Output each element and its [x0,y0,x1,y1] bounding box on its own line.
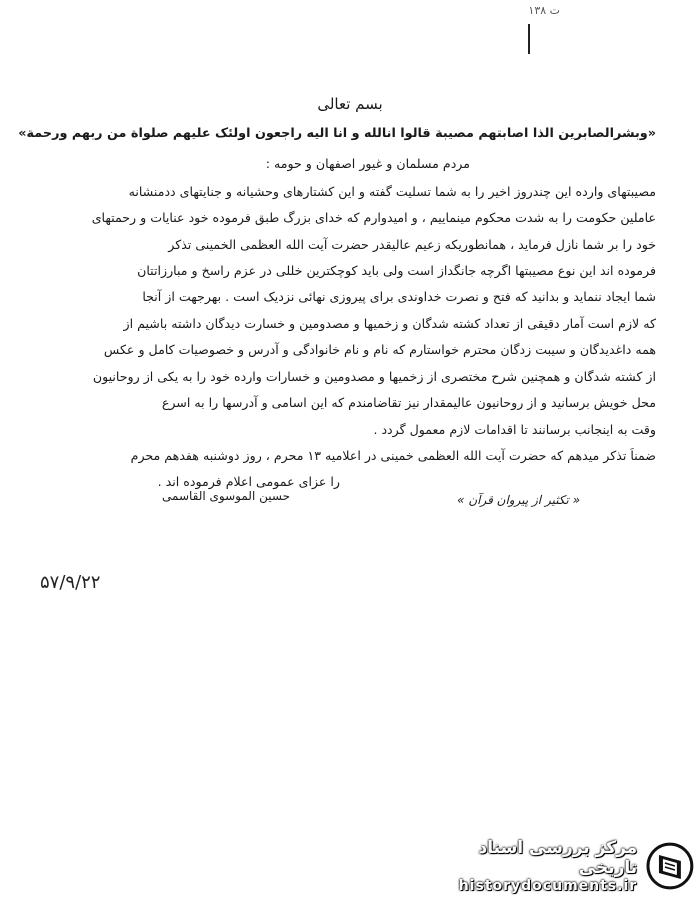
body-line-7: همه داغدیدگان و سیبت زدگان محترم خواستارم که نام و نام خانوادگی و آدرس و خصوصیات کامل و عکس [103,342,656,357]
body-line-3: خود را بر شما نازل فرماید ، همانطوریکه زعیم عالیقدر حضرت آیت الله العظمی الخمینی تذکر [168,237,656,252]
body-line-9: محل خویش برسانید و از روحانیون عالیمقدار نیز تقاضامندم که این اسامی و آدرسها را به اسرع [161,395,656,410]
margin-mark [528,24,530,54]
body-line-4: فرموده اند این نوع مصیبتها اگرچه جانگداز است ولی باید کوچکترین خللی در عزم راسخ و مبارزاتتان [137,263,656,278]
watermark-english: historydocuments.ir [458,878,638,894]
handwritten-note: « تکثیر از پیروان قرآن » [457,493,580,507]
quran-verse: «وبشرالصابرین الذا اصابتهم مصیبة قالوا انالله و انا الیه راجعون اولئک علیهم صلواة من ربهم ورحمة» [18,126,656,141]
document-reference: ۱۳۸ ت [528,4,560,17]
body-line-1: مصیبتهای وارده این چندروز اخیر را به شما تسلیت گفته و این کشتارهای وحشیانه و جنایتهای ددمنشانه [128,184,656,199]
note-line-1: ضمناً تذکر میدهم که حضرت آیت الله العظمی خمینی در اعلامیه ۱۳ محرم ، روز دوشنبه هفدهم محرم [130,448,656,463]
watermark-persian: مرکز بررسی اسناد تاریخی [478,838,638,878]
body-line-10: وقت به اینجانب برسانند تا اقدامات لازم معمول گردد . [373,422,656,437]
note-line-2: را عزای عمومی اعلام فرموده اند . [157,474,340,489]
addressee: مردم مسلمان و غیور اصفهان و حومه : [265,156,470,171]
document-heading: بسم تعالی [317,96,383,112]
body-line-5: شما ایجاد ننماید و بدانید که فتح و نصرت خداوندی برای پیروزی نهائی نزدیک است . بهرجهت از آنجا [142,289,656,304]
watermark-logo [415,838,695,894]
handwritten-date: ۵۷/۹/۲۲ [40,572,101,593]
body-line-8: از کشته شدگان و همچنین شرح مختصری از زخمیها و مصدومین و خسارات وارده خود را به یکی از روحانیون [92,369,656,384]
archive-emblem-icon [645,841,695,891]
body-line-2: عاملین حکومت را به شدت محکوم مینماییم ، و امیدوارم که خدای بزرگ طبق فرموده خود عنایات و رحمتهای [91,210,656,225]
body-line-6: که لازم است آمار دقیقی از تعداد کشته شدگان و زخمیها و مصدومین و خسارت دیدگان داشته باشیم از [123,316,656,331]
signature: حسین الموسوی القاسمی [162,489,290,503]
